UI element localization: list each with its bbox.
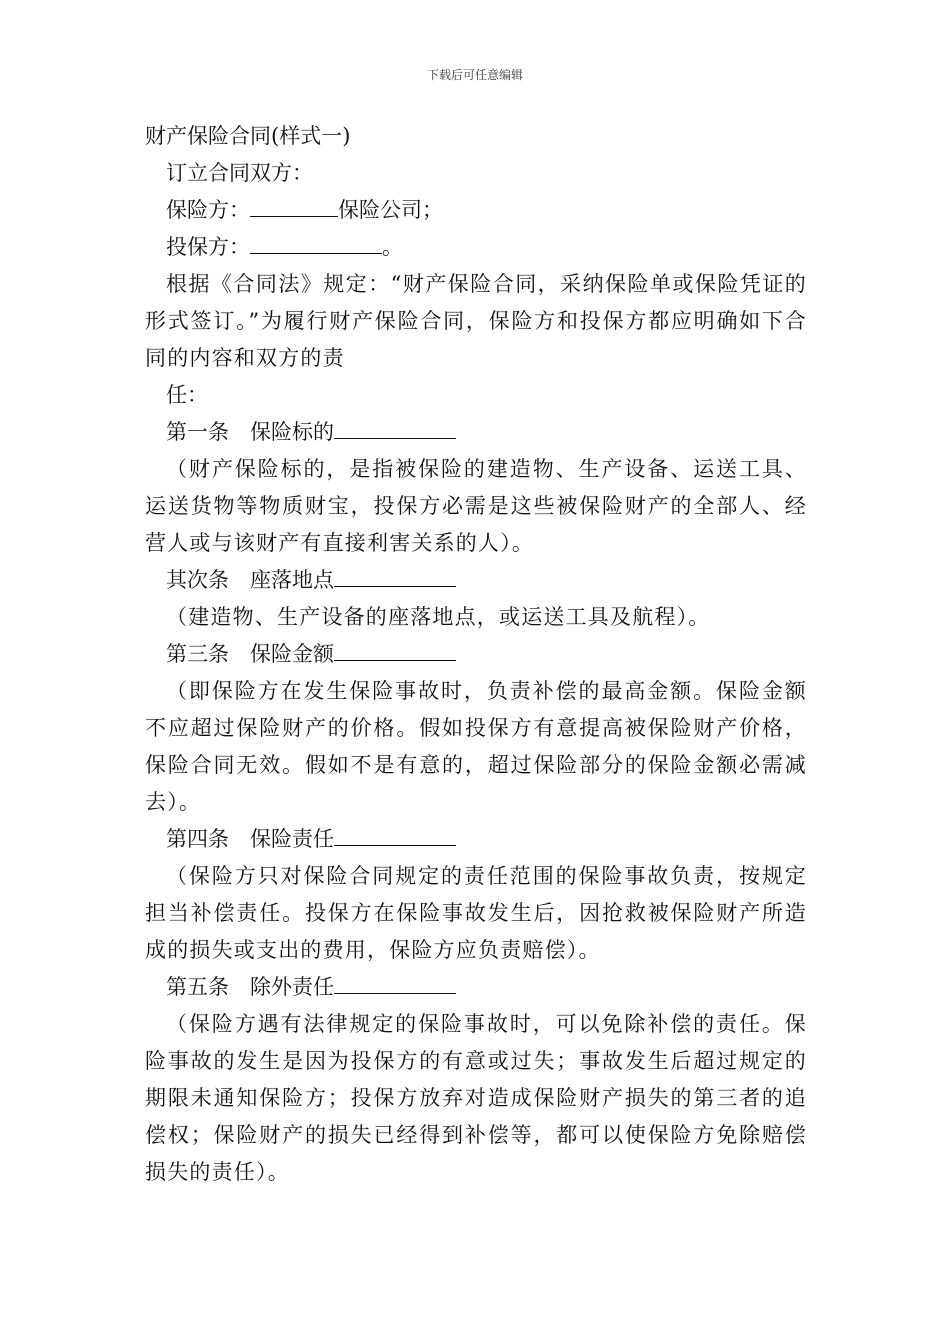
contract-body <box>145 118 807 1191</box>
insurer-blank <box>250 195 338 217</box>
article-note: （保险方只对保险合同规定的责任范围的保险事故负责，按规定担当补偿责任。投保方在保险事故发生后，因抢救被保险财产所造成的损失或支出的费用，保险方应负责赔偿）。 <box>145 864 807 962</box>
insured-line <box>145 229 807 266</box>
article-number: 第三条 <box>166 642 229 666</box>
insurer-label: 保险方： <box>166 198 250 222</box>
article-heading <box>145 562 807 599</box>
page-header-note: 下载后可任意编辑 <box>426 68 523 82</box>
article-title: 保险金额 <box>250 642 334 666</box>
article-number: 第一条 <box>166 420 229 444</box>
article-note: （即保险方在发生保险事故时，负责补偿的最高金额。保险金额不应超过保险财产的价格。假如投保方有意提高被保险财产价格，保险合同无效。假如不是有意的，超过保险部分的保险金额必需减去）。 <box>145 679 807 814</box>
intro-paragraph: 根据《合同法》规定：“财产保险合同，采纳保险单或保险凭证的形式签订。”为履行财产保险合同，保险方和投保方都应明确如下合同的内容和双方的责 <box>145 272 807 370</box>
insured-blank <box>250 232 382 254</box>
article-number: 第五条 <box>166 975 229 999</box>
article-blank <box>334 824 456 846</box>
article-heading <box>145 636 807 673</box>
article-heading <box>145 821 807 858</box>
article-blank <box>334 639 456 661</box>
article-number: 其次条 <box>166 568 229 592</box>
parties-heading: 订立合同双方： <box>166 161 313 185</box>
contract-title: 财产保险合同(样式一) <box>145 124 351 148</box>
article-heading <box>145 969 807 1006</box>
insured-suffix: 。 <box>382 235 403 259</box>
article-note: （财产保险标的，是指被保险的建造物、生产设备、运送工具、运送货物等物质财宝，投保方必需是这些被保险财产的全部人、经营人或与该财产有直接利害关系的人）。 <box>145 457 807 555</box>
article-note: （建造物、生产设备的座落地点，或运送工具及航程）。 <box>166 605 711 629</box>
article-title: 除外责任 <box>250 975 334 999</box>
article-heading <box>145 414 807 451</box>
article-blank <box>334 417 456 439</box>
article-blank <box>334 972 456 994</box>
article-title: 座落地点 <box>250 568 334 592</box>
article-title: 保险责任 <box>250 827 334 851</box>
article-note: （保险方遇有法律规定的保险事故时，可以免除补偿的责任。保险事故的发生是因为投保方的有意或过失；事故发生后超过规定的期限未通知保险方；投保方放弃对造成保险财产损失的第三者的追偿权；保险财产的损失已经得到补偿等，都可以使保险方免除赔偿损失的责任）。 <box>145 1012 807 1184</box>
insurer-suffix: 保险公司； <box>338 198 443 222</box>
article-number: 第四条 <box>166 827 229 851</box>
article-blank <box>334 565 456 587</box>
article-title: 保险标的 <box>250 420 334 444</box>
insurer-line <box>145 192 807 229</box>
insured-label: 投保方： <box>166 235 250 259</box>
intro-tail: 任： <box>166 383 208 407</box>
